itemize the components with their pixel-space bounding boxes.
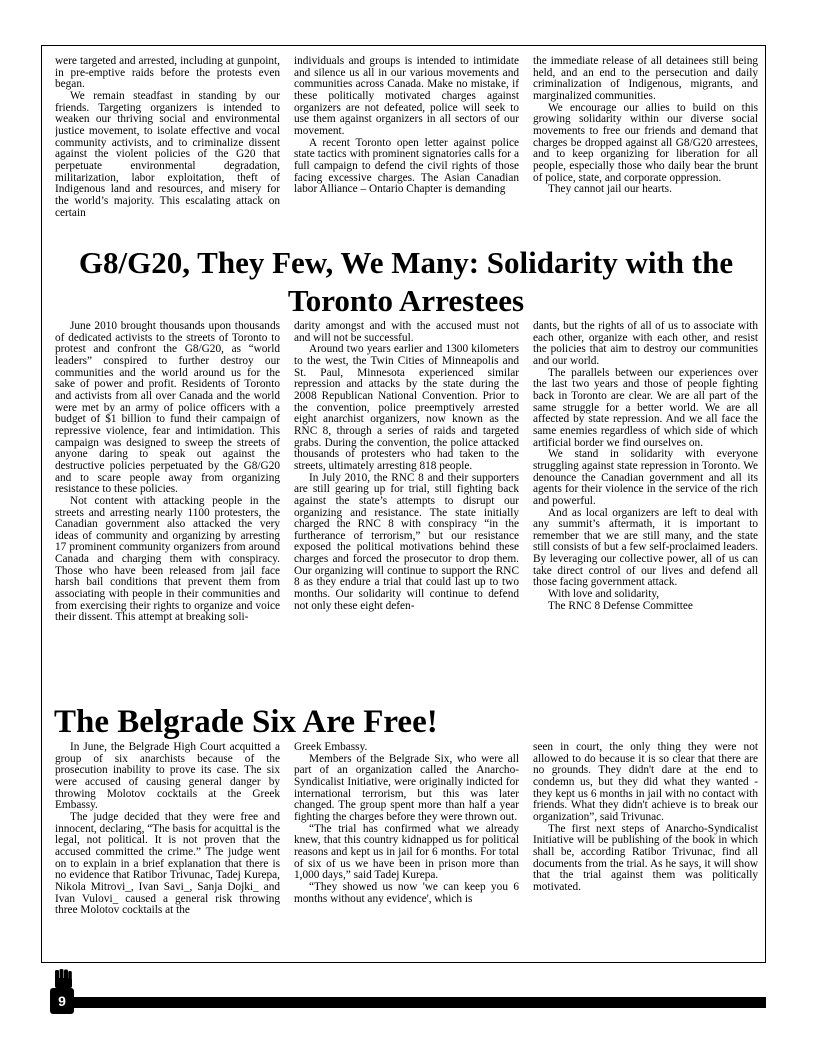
article-body bbox=[55, 321, 758, 696]
paragraph: The first next steps of Anarcho-Syndicalist Initiative will be publishing of the book in which shall be, according Ratibor Trivunac, find all documents from the trial. As he says, it will show that the trial against them was politically motivated. bbox=[533, 822, 758, 893]
paragraph: We encourage our allies to build on this growing solidarity within our diverse social movements to free our friends and demand that charges be dropped against all G8/G20 arrestees, and to keep organizing for liberation for all people, especially those who daily bear the brunt of police, state, and corporate oppression. bbox=[533, 101, 758, 184]
paragraph: Members of the Belgrade Six, who were all part of an organization called the Anarcho-Syndicalist Initiative, were originally indicted for international terrorism, but this was later changed. The group spent more than half a year fighting the charges before they were thrown out. bbox=[294, 752, 519, 823]
paragraph: “The trial has confirmed what we already knew, that this country kidnapped us for political reasons and kept us in jail for 6 months. For total of six of us we have been in prison more than 1,000 days,” said Tadej Kurepa. bbox=[294, 822, 519, 882]
text-column bbox=[55, 56, 280, 246]
paragraph: And as local organizers are left to deal with any summit’s aftermath, it is important to remember that we are still many, and the state still consists of but a few self-proclaimed leaders. By leveraging our collective power, all of us can take direct control of our lives and defend all those facing government attack. bbox=[533, 506, 758, 589]
footer-rule bbox=[70, 997, 766, 1008]
paragraph: We stand in solidarity with everyone struggling against state repression in Toronto. We denounce the Canadian government and all its agents for their violence in the service of the rich and powerful. bbox=[533, 448, 758, 507]
paragraph: darity amongst and with the accused must not and will not be successful. bbox=[294, 321, 519, 344]
text-column bbox=[294, 742, 519, 960]
text-column bbox=[533, 321, 758, 696]
paragraph: Not content with attacking people in the streets and arresting nearly 1100 protesters, the Canadian government also attacked the very ideas of community and organizing by arresting 17 prominent community organizers from around Canada and charging them with conspiracy. Those who have been released from jail face harsh bail conditions that prevent them from associating with people in their communities and from exercising their rights to organize and voice their dissent. This attempt at breaking soli- bbox=[55, 494, 280, 624]
paragraph: We remain steadfast in standing by our friends. Targeting organizers is intended to weaken our thriving social and environmental justice movement, to isolate effective and vocal community activists, and to criminalize dissent against the violent policies of the G20 that perpetuate environmental degradation, militarization, labor exploitation, theft of Indigenous land and resources, and misery for the world’s majority. This escalating attack on certain bbox=[55, 89, 280, 219]
paragraph: seen in court, the only thing they were not allowed to do because it is so clear that there are no grounds. They didn't dare at the end to condemn us, but they did what they wanted - they kept us 6 months in jail with no contact with friends. What they didn't achieve is to break our organization”, said Trivunac. bbox=[533, 742, 758, 823]
paragraph: With love and solidarity, bbox=[548, 588, 660, 601]
paragraph: the immediate release of all detainees still being held, and an end to the persecution and daily criminalization of Indigenous, migrants, and marginalized communities. bbox=[533, 56, 758, 102]
paragraph: The RNC 8 Defense Committee bbox=[548, 599, 693, 612]
paragraph: In June, the Belgrade High Court acquitted a group of six anarchists because of the prosecution inability to prove its case. The six were accused of causing general danger by throwing Molotov cocktails at the Greek Embassy. bbox=[55, 742, 280, 812]
page-number: 9 bbox=[58, 993, 66, 1009]
text-column bbox=[533, 742, 758, 960]
paragraph: dants, but the rights of all of us to associate with each other, organize with each other, and resist the policies that aim to destroy our communities and our world. bbox=[533, 321, 758, 367]
top-continuation bbox=[55, 56, 758, 246]
text-column bbox=[294, 56, 519, 246]
paragraph: They cannot jail our hearts. bbox=[548, 183, 672, 196]
text-column bbox=[55, 321, 280, 696]
paragraph: were targeted and arrested, including at gunpoint, in pre-emptive raids before the protests even began. bbox=[55, 56, 280, 91]
text-column bbox=[294, 321, 519, 696]
paragraph: In July 2010, the RNC 8 and their supporters are still gearing up for trial, still fighting back against the state’s attempts to disrupt our organizing and resistance. The state initially charged the RNC 8 with conspiracy “in the furtherance of terrorism,” but our resistance exposed the political motivations behind these charges and forced the prosecutor to drop them. Our organizing will continue to support the RNC 8 as they endure a trial that could last up to two months. Our solidarity will continue to defend not only these eight defen- bbox=[294, 471, 519, 612]
text-column bbox=[55, 742, 280, 960]
article-body bbox=[55, 742, 758, 960]
paragraph: individuals and groups is intended to intimidate and silence us all in our various movements and communities across Canada. Make no mistake, if these politically motivated charges against organizers are not defeated, police will seek to use them against organizers in all sectors of our movement. bbox=[294, 56, 519, 137]
paragraph: “They showed us now 'we can keep you 6 months without any evidence', which is bbox=[294, 880, 519, 905]
article-headline: The Belgrade Six Are Free! bbox=[54, 704, 438, 740]
paragraph: The judge decided that they were free and innocent, declaring, “The basis for acquittal is the legal, not political. It is not proven that the accused committed the crime.” The judge went on to explain in a brief explanation that there is no evidence that Ratibor Trivunac, Tadej Kurepa, Nikola Mitrovi_, Ivan Savi_, Sanja Dojki_ and Ivan Vulovi_ caused a general risk throwing three Molotov cocktails at the bbox=[55, 810, 280, 917]
paragraph: Around two years earlier and 1300 kilometers to the west, the Twin Cities of Minneapolis and St. Paul, Minnesota experienced similar repression and attacks by the state during the 2008 Republican National Convention. Prior to the convention, police preemptively arrested eight anarchist organizers, now known as the RNC 8, through a series of raids and targeted grabs. During the convention, the police attacked thousands of protesters who had taken to the streets, ultimately arresting 818 people. bbox=[294, 343, 519, 472]
paragraph: Greek Embassy. bbox=[294, 742, 368, 753]
article-headline: G8/G20, They Few, We Many: Solidarity with the Toronto Arrestees bbox=[78, 245, 734, 318]
paragraph: June 2010 brought thousands upon thousands of dedicated activists to the streets of Toronto to protest and confront the G8/G20, as “world leaders” conspired to further destroy our communities and the world around us for the sake of power and profit. Residents of Toronto and activists from all over Canada and the world were met by an army of police officers with a budget of $1 billion to fund their campaign of repressive violence, fear and intimidation. This campaign was designed to sweep the streets of anyone daring to speak out against the destructive policies perpetuated by the G8/G20 and to scare people away from organizing resistance to these policies. bbox=[55, 321, 280, 496]
text-column bbox=[533, 56, 758, 246]
paragraph: The parallels between our experiences over the last two years and those of people fighting back in Toronto are clear. We are all part of the same struggle for a better world. We are all affected by state repression. And we all face the same enemies regardless of which side of which artificial border we find ourselves on. bbox=[533, 366, 758, 449]
paragraph: A recent Toronto open letter against police state tactics with prominent signatories calls for a full campaign to defend the civil rights of those facing excessive charges. The Asian Canadian labor Alliance – Ontario Chapter is demanding bbox=[294, 136, 519, 196]
